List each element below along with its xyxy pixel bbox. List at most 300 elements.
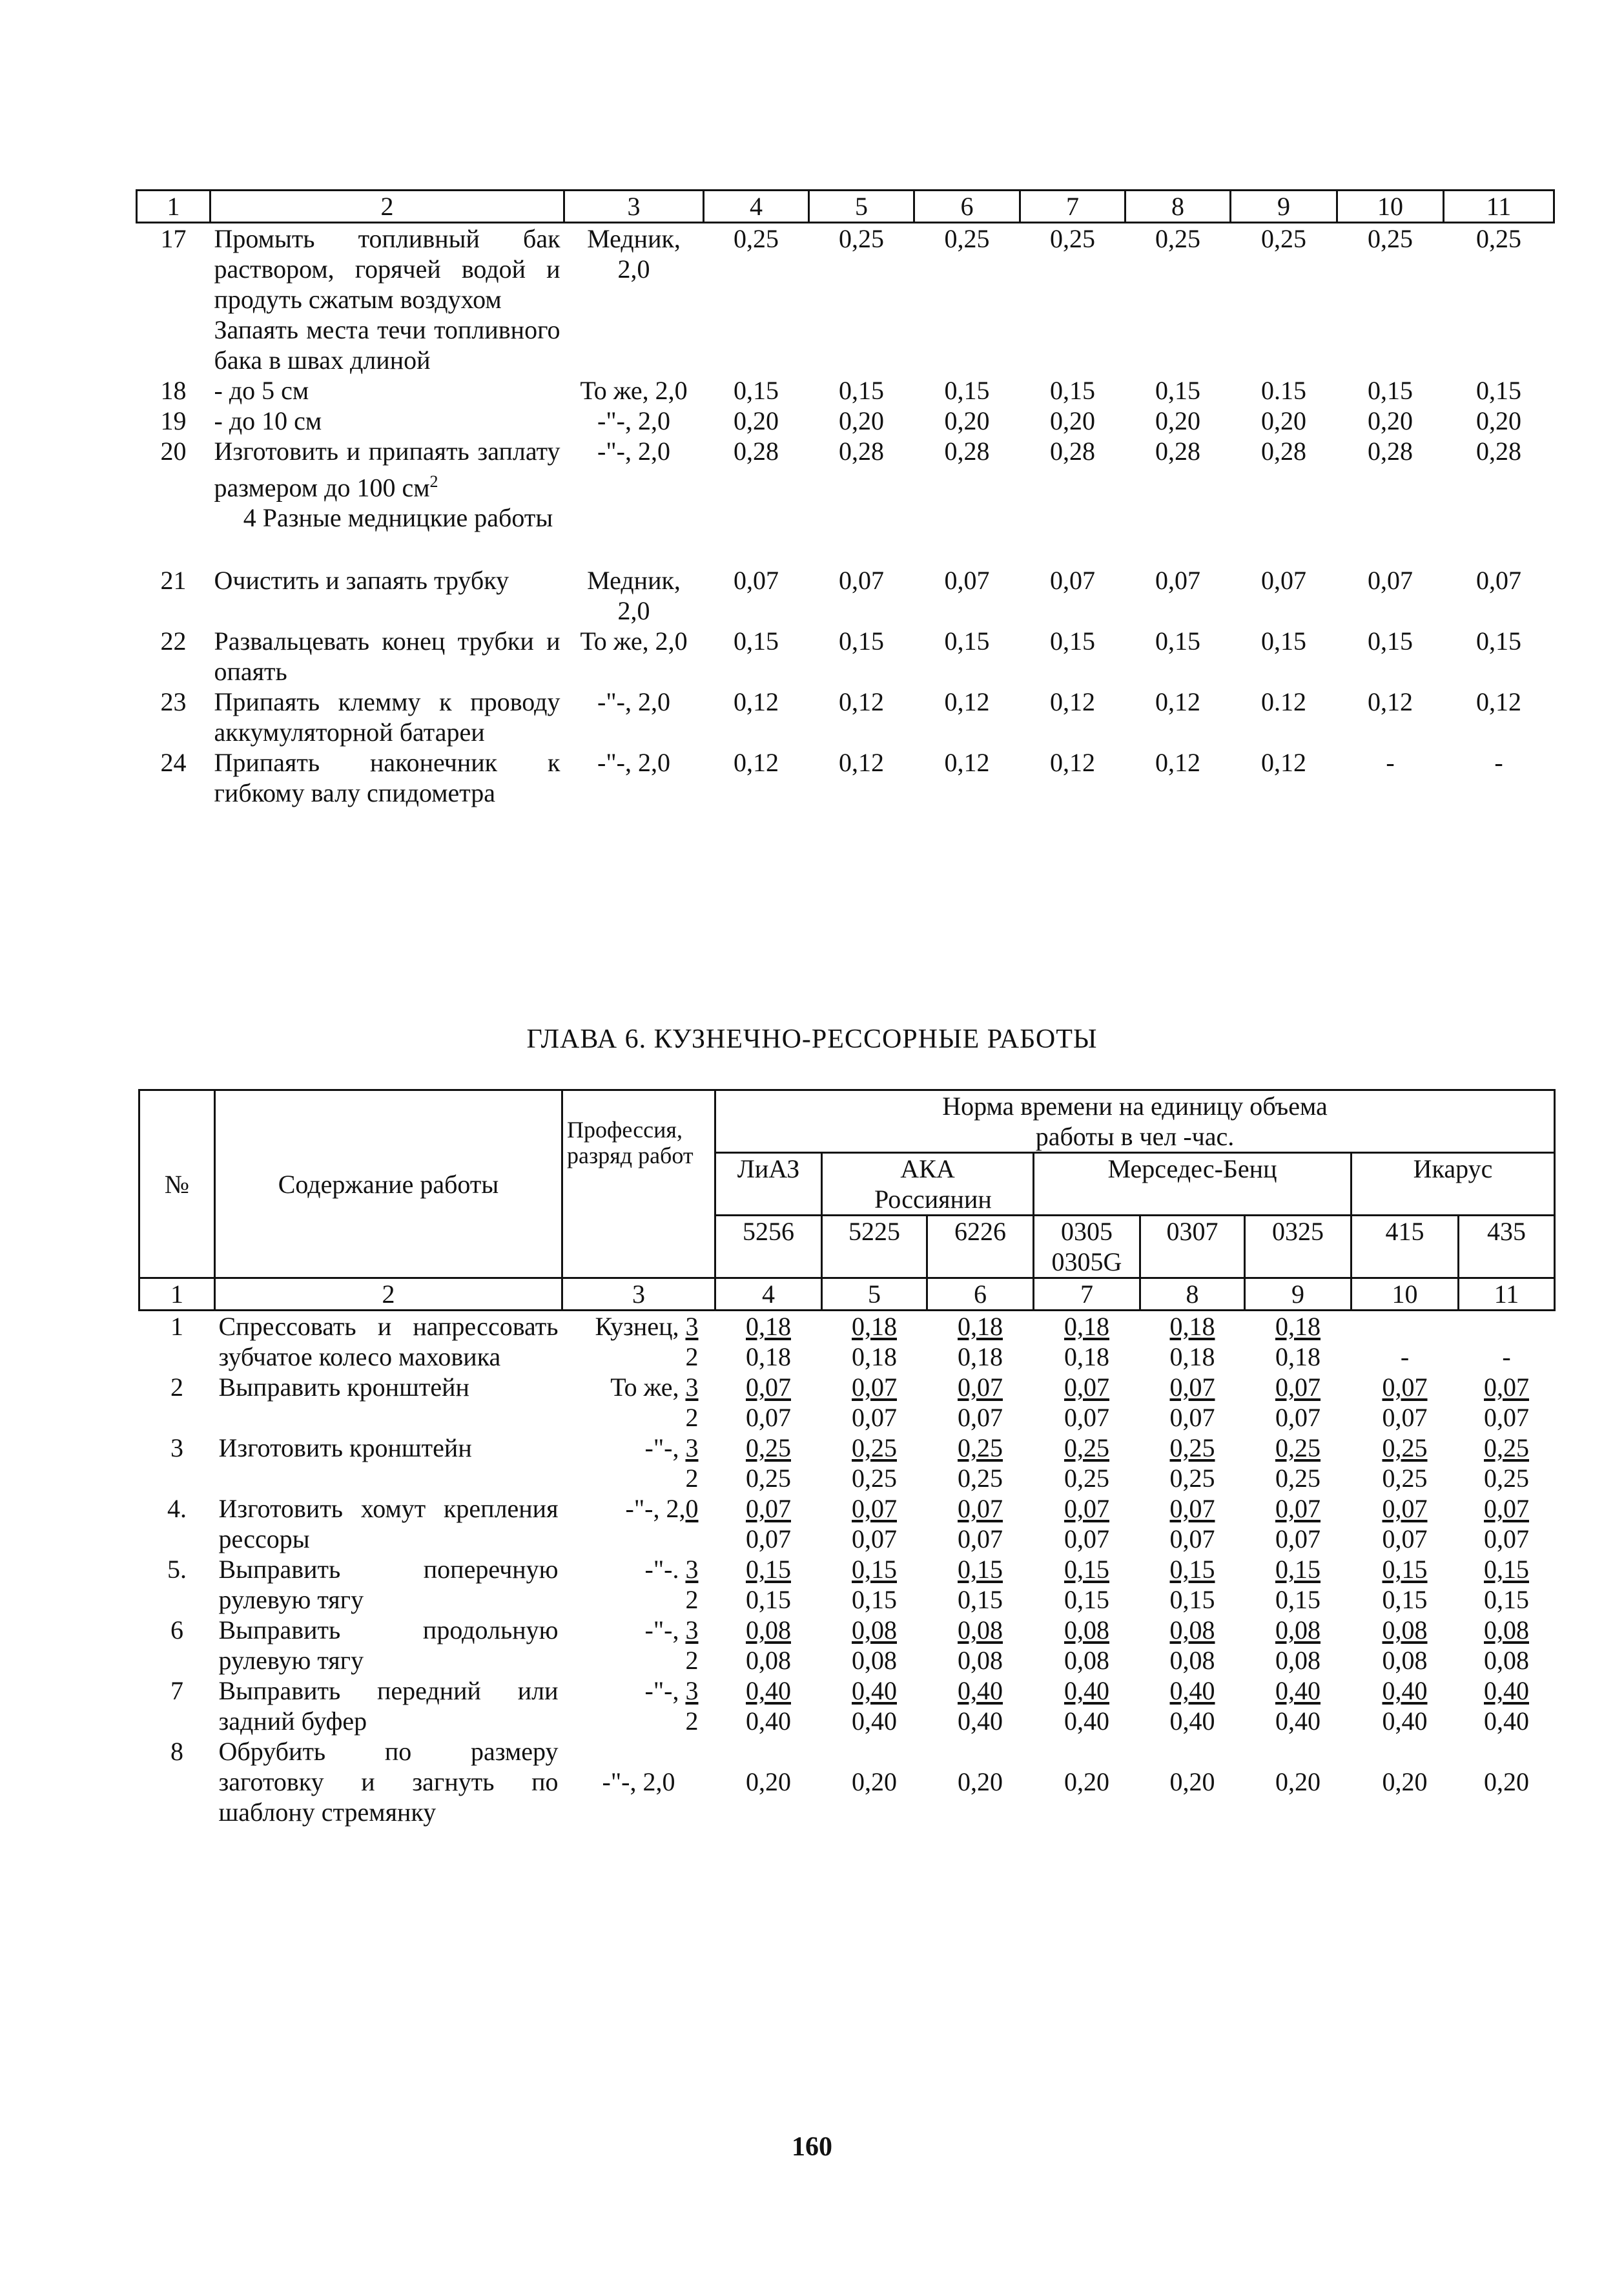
value-cell: 0,28 — [839, 437, 884, 466]
value-cell: 0,25 — [839, 224, 884, 253]
row-number: 1 — [170, 1312, 183, 1341]
value-cell: 0,15 — [1261, 627, 1306, 656]
brand-ikarus: Икарус — [1352, 1153, 1555, 1216]
work-description: Спрессовать и напрессовать зубчатое колесо маховика — [218, 1312, 559, 1371]
value-cell — [1352, 1615, 1459, 1675]
value-lower: 0,25 — [1064, 1464, 1109, 1493]
work-description: Припаять клемму к проводу аккумуляторной батареи — [214, 687, 560, 747]
value-cell — [1459, 1615, 1555, 1675]
model: 0307 — [1140, 1216, 1245, 1278]
table-continuation — [136, 189, 1555, 808]
value-upper: 0,25 — [1064, 1433, 1109, 1462]
value-lower: 0,15 — [1382, 1585, 1428, 1614]
value-cell: 0,12 — [944, 687, 990, 717]
value-upper: 0,15 — [1275, 1555, 1321, 1584]
grade-underlined: 3 — [685, 1555, 699, 1584]
profession-grade: 2 — [685, 1403, 699, 1432]
value-upper: 0,40 — [746, 1676, 791, 1705]
value-upper: 0,15 — [1169, 1555, 1215, 1584]
value-cell: 0,12 — [839, 687, 884, 717]
value-cell: 0,15 — [1368, 376, 1413, 405]
col-num: 6 — [914, 191, 1020, 223]
value-cell — [822, 1311, 927, 1373]
profession-grade: 2 — [685, 1585, 699, 1614]
value-cell: 0,25 — [734, 224, 779, 253]
value-cell — [1352, 1554, 1459, 1615]
model: 5225 — [822, 1216, 927, 1278]
value-cell: 0,25 — [944, 224, 990, 253]
value-lower: 0,07 — [1064, 1403, 1109, 1432]
chapter-title: ГЛАВА 6. КУЗНЕЧНО-РЕССОРНЫЕ РАБОТЫ — [526, 1024, 1098, 1054]
value-upper: 0,40 — [1382, 1676, 1428, 1705]
value-cell — [1034, 1615, 1140, 1675]
value-cell — [1459, 1372, 1555, 1433]
value-cell: 0,25 — [1368, 224, 1413, 253]
value-lower: 0,07 — [746, 1524, 791, 1553]
value-cell: 0,20 — [852, 1767, 897, 1796]
value-lower: 0,40 — [1484, 1706, 1529, 1736]
value-upper: 0,08 — [746, 1615, 791, 1644]
col-num: 4 — [704, 191, 809, 223]
value-cell: 0,15 — [944, 627, 990, 656]
value-upper: 0,15 — [746, 1555, 791, 1584]
col-num: 11 — [1459, 1278, 1555, 1311]
value-cell: 0,28 — [944, 437, 990, 466]
col-num: 8 — [1140, 1278, 1245, 1311]
profession — [562, 1675, 715, 1736]
table-forging-works — [138, 1089, 1556, 1827]
value-cell: 0,28 — [1368, 437, 1413, 466]
value-cell: 0,20 — [1064, 1767, 1109, 1796]
work-description: Выправить передний или задний буфер — [218, 1676, 559, 1736]
header-row — [139, 1090, 1555, 1153]
col-num: 5 — [809, 191, 914, 223]
value-cell — [1140, 1372, 1245, 1433]
value-cell: 0,12 — [839, 748, 884, 778]
value-cell — [1245, 1675, 1352, 1736]
profession — [562, 1615, 715, 1675]
value-lower: 0,18 — [852, 1342, 897, 1371]
value-cell: 0,15 — [1050, 627, 1095, 656]
profession-grade: То же, 3 — [610, 1373, 699, 1402]
col-num: 11 — [1444, 191, 1554, 223]
value-lower: 0,25 — [852, 1464, 897, 1493]
work-description: Выправить продольную рулевую тягу — [218, 1615, 559, 1675]
row-number: 2 — [170, 1373, 183, 1402]
row-number: 17 — [160, 224, 187, 253]
work-description: Изготовить кронштейн — [218, 1433, 472, 1462]
value-upper: 0,07 — [746, 1494, 791, 1523]
value-cell — [715, 1311, 822, 1373]
value-upper: 0,40 — [1484, 1676, 1529, 1705]
work-description — [211, 223, 564, 376]
value-cell — [927, 1433, 1034, 1493]
value-upper: 0,07 — [1484, 1494, 1529, 1523]
value-lower: 0,18 — [1169, 1342, 1215, 1371]
row-number: 7 — [170, 1676, 183, 1705]
value-cell — [1459, 1433, 1555, 1493]
value-cell — [1245, 1493, 1352, 1554]
row-number: 3 — [170, 1433, 183, 1462]
value-cell — [1459, 1311, 1555, 1373]
value-lower: 0,07 — [1169, 1403, 1215, 1432]
value-cell — [1140, 1554, 1245, 1615]
value-lower: 0,08 — [1169, 1646, 1215, 1675]
value-upper — [1463, 1311, 1551, 1342]
value-lower: 0,07 — [958, 1403, 1003, 1432]
value-cell: 0,15 — [839, 627, 884, 656]
value-cell — [1245, 1311, 1352, 1373]
profession — [562, 1372, 715, 1433]
value-cell — [927, 1554, 1034, 1615]
column-number-row — [139, 1278, 1555, 1311]
col-num: 7 — [1034, 1278, 1140, 1311]
brand-liaz: ЛиАЗ — [715, 1153, 822, 1216]
value-cell: 0,07 — [944, 566, 990, 596]
value-cell — [715, 1675, 822, 1736]
value-cell: 0,20 — [1476, 406, 1521, 435]
value-cell — [822, 1615, 927, 1675]
value-lower: 0,25 — [1275, 1464, 1321, 1493]
grade-underlined: 3 — [685, 1615, 699, 1644]
value-cell: 0,20 — [1484, 1767, 1529, 1796]
table-row — [139, 1615, 1555, 1675]
value-upper: 0,15 — [1382, 1555, 1428, 1584]
value-upper: 0,15 — [852, 1555, 897, 1584]
value-upper: 0,25 — [1382, 1433, 1428, 1462]
value-upper: 0,15 — [1064, 1555, 1109, 1584]
profession-grade: -"-, 3 — [644, 1433, 699, 1462]
value-upper: 0,07 — [1064, 1373, 1109, 1402]
col-num: 3 — [564, 191, 704, 223]
value-cell: 0,28 — [1261, 437, 1306, 466]
value-upper: 0,25 — [1484, 1433, 1529, 1462]
value-cell: 0,20 — [1261, 406, 1306, 435]
value-lower: 0,08 — [958, 1646, 1003, 1675]
value-cell: - — [1494, 748, 1503, 778]
col-num: 1 — [139, 1278, 215, 1311]
value-cell: 0,07 — [1368, 566, 1413, 596]
value-lower: 0,07 — [852, 1403, 897, 1432]
value-lower: 0,07 — [958, 1524, 1003, 1553]
model: 435 — [1459, 1216, 1555, 1278]
value-cell — [1034, 1372, 1140, 1433]
value-upper: 0,07 — [1484, 1373, 1529, 1402]
value-lower: 0,07 — [1484, 1403, 1529, 1432]
grade-underlined: 3 — [685, 1312, 699, 1341]
grade-underlined: 3 — [685, 1373, 699, 1402]
model: 0305 0305G — [1034, 1216, 1140, 1278]
value-cell: 0,15 — [1050, 376, 1095, 405]
value-upper: 0,08 — [1064, 1615, 1109, 1644]
value-upper: 0,08 — [852, 1615, 897, 1644]
value-cell: 0,20 — [746, 1767, 791, 1796]
brand-aka: АКА Россиянин — [822, 1153, 1034, 1216]
grade-underlined: 3 — [685, 1433, 699, 1462]
value-lower: 0,15 — [746, 1585, 791, 1614]
value-cell — [715, 1372, 822, 1433]
value-lower: 0,07 — [1382, 1524, 1428, 1553]
value-cell — [1140, 1311, 1245, 1373]
value-lower: 0,40 — [1064, 1706, 1109, 1736]
value-cell — [927, 1675, 1034, 1736]
column-number-row — [137, 191, 1554, 223]
value-cell — [927, 1493, 1034, 1554]
value-lower: 0,40 — [1169, 1706, 1215, 1736]
value-cell — [1352, 1311, 1459, 1373]
value-cell: 0,20 — [958, 1767, 1003, 1796]
section-heading: 4 Разные медницкие работы — [243, 503, 553, 533]
table-body — [139, 1311, 1555, 1737]
value-cell: 0.15 — [1261, 376, 1306, 405]
value-cell — [1459, 1554, 1555, 1615]
value-cell — [1245, 1433, 1352, 1493]
value-cell: 0,20 — [1155, 406, 1200, 435]
value-cell — [1034, 1311, 1140, 1373]
value-cell — [1352, 1675, 1459, 1736]
value-cell: 0,07 — [1050, 566, 1095, 596]
value-upper: 0,18 — [1169, 1312, 1215, 1341]
value-cell: 0,12 — [1476, 687, 1521, 717]
value-lower: 0,07 — [746, 1403, 791, 1432]
value-upper: 0,07 — [1275, 1494, 1321, 1523]
value-lower: 0,18 — [1064, 1342, 1109, 1371]
table-row — [137, 747, 1554, 808]
profession-grade: 2 — [685, 1706, 699, 1736]
value-upper: 0,25 — [852, 1433, 897, 1462]
row-number: 24 — [160, 748, 187, 778]
value-upper: 0,25 — [958, 1433, 1003, 1462]
value-cell: - — [1386, 748, 1395, 778]
value-upper: 0,40 — [1275, 1676, 1321, 1705]
value-cell — [1034, 1554, 1140, 1615]
row-number: 23 — [160, 687, 187, 717]
col-num: 2 — [211, 191, 564, 223]
value-cell: 0,07 — [1261, 566, 1306, 596]
value-upper: 0,15 — [958, 1555, 1003, 1584]
col-num: 5 — [822, 1278, 927, 1311]
value-cell: 0,25 — [1476, 224, 1521, 253]
value-cell — [1140, 1493, 1245, 1554]
value-cell — [1034, 1675, 1140, 1736]
value-upper: 0,07 — [852, 1373, 897, 1402]
value-lower: 0,25 — [1169, 1464, 1215, 1493]
value-cell — [927, 1615, 1034, 1675]
work-description: Изготовить хомут крепления рессоры — [218, 1494, 559, 1553]
table-row — [137, 687, 1554, 747]
table-row — [139, 1433, 1555, 1493]
value-cell — [1245, 1372, 1352, 1433]
value-lower: 0,18 — [1275, 1342, 1321, 1371]
value-cell: 0,12 — [944, 748, 990, 778]
value-cell — [715, 1554, 822, 1615]
value-lower: 0,15 — [1484, 1585, 1529, 1614]
value-cell: 0,15 — [1476, 627, 1521, 656]
value-cell — [1140, 1675, 1245, 1736]
section-row — [137, 503, 1554, 565]
value-cell: 0,20 — [1275, 1767, 1321, 1796]
value-cell: 0,20 — [839, 406, 884, 435]
value-cell: 0,07 — [1155, 566, 1200, 596]
value-upper: 0,08 — [1275, 1615, 1321, 1644]
value-cell: 0,15 — [734, 376, 779, 405]
value-upper: 0,18 — [1275, 1312, 1321, 1341]
header-profession: Профессия, разряд работ — [562, 1090, 715, 1278]
table-row — [139, 1675, 1555, 1736]
header-norm: Норма времени на единицу объема работы в чел -час. — [715, 1090, 1555, 1153]
work-description: Выправить кронштейн — [218, 1373, 469, 1402]
value-cell — [1352, 1493, 1459, 1554]
row-number: 6 — [170, 1615, 183, 1644]
value-cell — [1140, 1433, 1245, 1493]
profession — [562, 1433, 715, 1493]
value-upper: 0,25 — [746, 1433, 791, 1462]
col-num: 4 — [715, 1278, 822, 1311]
value-cell — [927, 1372, 1034, 1433]
value-lower: 0,07 — [852, 1524, 897, 1553]
value-cell — [927, 1311, 1034, 1373]
grade-underlined: 3 — [685, 1676, 699, 1705]
value-cell: 0,20 — [734, 406, 779, 435]
col-num: 10 — [1337, 191, 1444, 223]
model: 0325 — [1245, 1216, 1352, 1278]
profession: -"-, 2,0 — [597, 687, 670, 717]
value-cell: 0,15 — [734, 627, 779, 656]
value-lower: 0,18 — [958, 1342, 1003, 1371]
value-lower: 0,15 — [1275, 1585, 1321, 1614]
value-lower: 0,08 — [1382, 1646, 1428, 1675]
value-upper: 0,08 — [958, 1615, 1003, 1644]
value-cell: 0,15 — [944, 376, 990, 405]
value-cell: 0,12 — [734, 748, 779, 778]
col-num: 10 — [1352, 1278, 1459, 1311]
value-upper: 0,07 — [958, 1494, 1003, 1523]
work-text: Запаять места течи топливного бака в швах длиной — [214, 315, 560, 375]
value-cell — [1459, 1493, 1555, 1554]
col-num: 7 — [1020, 191, 1125, 223]
value-upper: 0,15 — [1484, 1555, 1529, 1584]
value-cell: 0,12 — [1261, 748, 1306, 778]
work-description: - до 10 см — [214, 406, 322, 435]
model: 5256 — [715, 1216, 822, 1278]
work-text: Промыть топливный бак раствором, горячей водой и продуть сжатым воздухом — [214, 224, 560, 314]
value-lower: 0,08 — [746, 1646, 791, 1675]
value-lower: 0,40 — [852, 1706, 897, 1736]
value-upper: 0,07 — [1169, 1373, 1215, 1402]
value-lower: 0,08 — [1484, 1646, 1529, 1675]
value-upper: 0,08 — [1484, 1615, 1529, 1644]
col-num: 9 — [1231, 191, 1337, 223]
value-lower: 0,07 — [1275, 1403, 1321, 1432]
value-lower: 0,07 — [1275, 1524, 1321, 1553]
value-upper: 0,18 — [958, 1312, 1003, 1341]
profession-grade: -"-, 2,0 — [625, 1494, 699, 1523]
value-lower: 0,07 — [1484, 1524, 1529, 1553]
value-cell — [1140, 1615, 1245, 1675]
value-cell — [822, 1675, 927, 1736]
value-upper: 0,07 — [746, 1373, 791, 1402]
model: 6226 — [927, 1216, 1034, 1278]
value-cell: 0,25 — [1261, 224, 1306, 253]
value-lower: 0,07 — [1169, 1524, 1215, 1553]
profession-grade: -"-, 3 — [644, 1676, 699, 1705]
profession: То же, 2,0 — [580, 627, 688, 656]
value-cell: 0,20 — [1368, 406, 1413, 435]
work-description: Припаять наконечник к гибкому валу спидометра — [214, 748, 560, 808]
row-number: 19 — [160, 406, 187, 435]
value-upper: 0,40 — [852, 1676, 897, 1705]
brand-mercedes: Мерседес-Бенц — [1034, 1153, 1352, 1216]
header-content: Содержание работы — [215, 1090, 562, 1278]
value-upper: 0,08 — [1169, 1615, 1215, 1644]
value-lower: 0,40 — [746, 1706, 791, 1736]
profession: Медник, 2,0 — [587, 566, 681, 626]
value-upper: 0,25 — [1169, 1433, 1215, 1462]
value-cell: 0.12 — [1261, 687, 1306, 717]
value-upper: 0,07 — [958, 1373, 1003, 1402]
row-number: 18 — [160, 376, 187, 405]
profession — [562, 1493, 715, 1554]
value-upper: 0,07 — [1382, 1494, 1428, 1523]
work-description: - до 5 см — [214, 376, 309, 405]
value-cell: 0,28 — [1050, 437, 1095, 466]
value-cell: 0,15 — [1368, 627, 1413, 656]
value-cell — [715, 1615, 822, 1675]
value-cell: 0,15 — [1155, 627, 1200, 656]
value-cell: 0,28 — [1476, 437, 1521, 466]
value-cell: 0,20 — [1050, 406, 1095, 435]
value-lower: 0,15 — [1169, 1585, 1215, 1614]
col-num: 9 — [1245, 1278, 1352, 1311]
value-upper: 0,07 — [1382, 1373, 1428, 1402]
work-description: Выправить поперечную рулевую тягу — [218, 1555, 559, 1614]
model: 415 — [1352, 1216, 1459, 1278]
row-number: 21 — [160, 566, 187, 596]
value-lower: 0,25 — [958, 1464, 1003, 1493]
profession-grade: 2 — [685, 1464, 699, 1493]
table-row — [137, 436, 1554, 503]
col-num: 6 — [927, 1278, 1034, 1311]
table-row — [139, 1554, 1555, 1615]
value-upper: 0,40 — [1169, 1676, 1215, 1705]
profession: Медник, 2,0 — [587, 224, 681, 284]
value-cell — [715, 1433, 822, 1493]
table-row — [139, 1311, 1555, 1373]
value-cell: 0,15 — [1155, 376, 1200, 405]
grade-underlined: 0 — [685, 1494, 699, 1523]
value-lower: 0,08 — [1275, 1646, 1321, 1675]
profession — [562, 1311, 715, 1373]
value-cell: 0,12 — [1050, 687, 1095, 717]
value-lower: 0,18 — [746, 1342, 791, 1371]
value-upper: 0,25 — [1275, 1433, 1321, 1462]
value-upper: 0,07 — [852, 1494, 897, 1523]
value-cell: 0,07 — [734, 566, 779, 596]
profession: То же, 2,0 — [580, 376, 688, 405]
profession: -"-, 2,0 — [597, 748, 670, 778]
profession-grade: Кузнец, 3 — [595, 1312, 699, 1341]
col-num: 1 — [137, 191, 211, 223]
row-number: 8 — [170, 1737, 183, 1766]
col-num: 3 — [562, 1278, 715, 1311]
header-number: № — [139, 1090, 215, 1278]
value-cell: 0,28 — [1155, 437, 1200, 466]
value-cell: 0,28 — [734, 437, 779, 466]
value-cell — [1245, 1554, 1352, 1615]
table-row — [139, 1736, 1555, 1827]
value-upper: 0,08 — [1382, 1615, 1428, 1644]
value-cell: 0,20 — [1169, 1767, 1215, 1796]
